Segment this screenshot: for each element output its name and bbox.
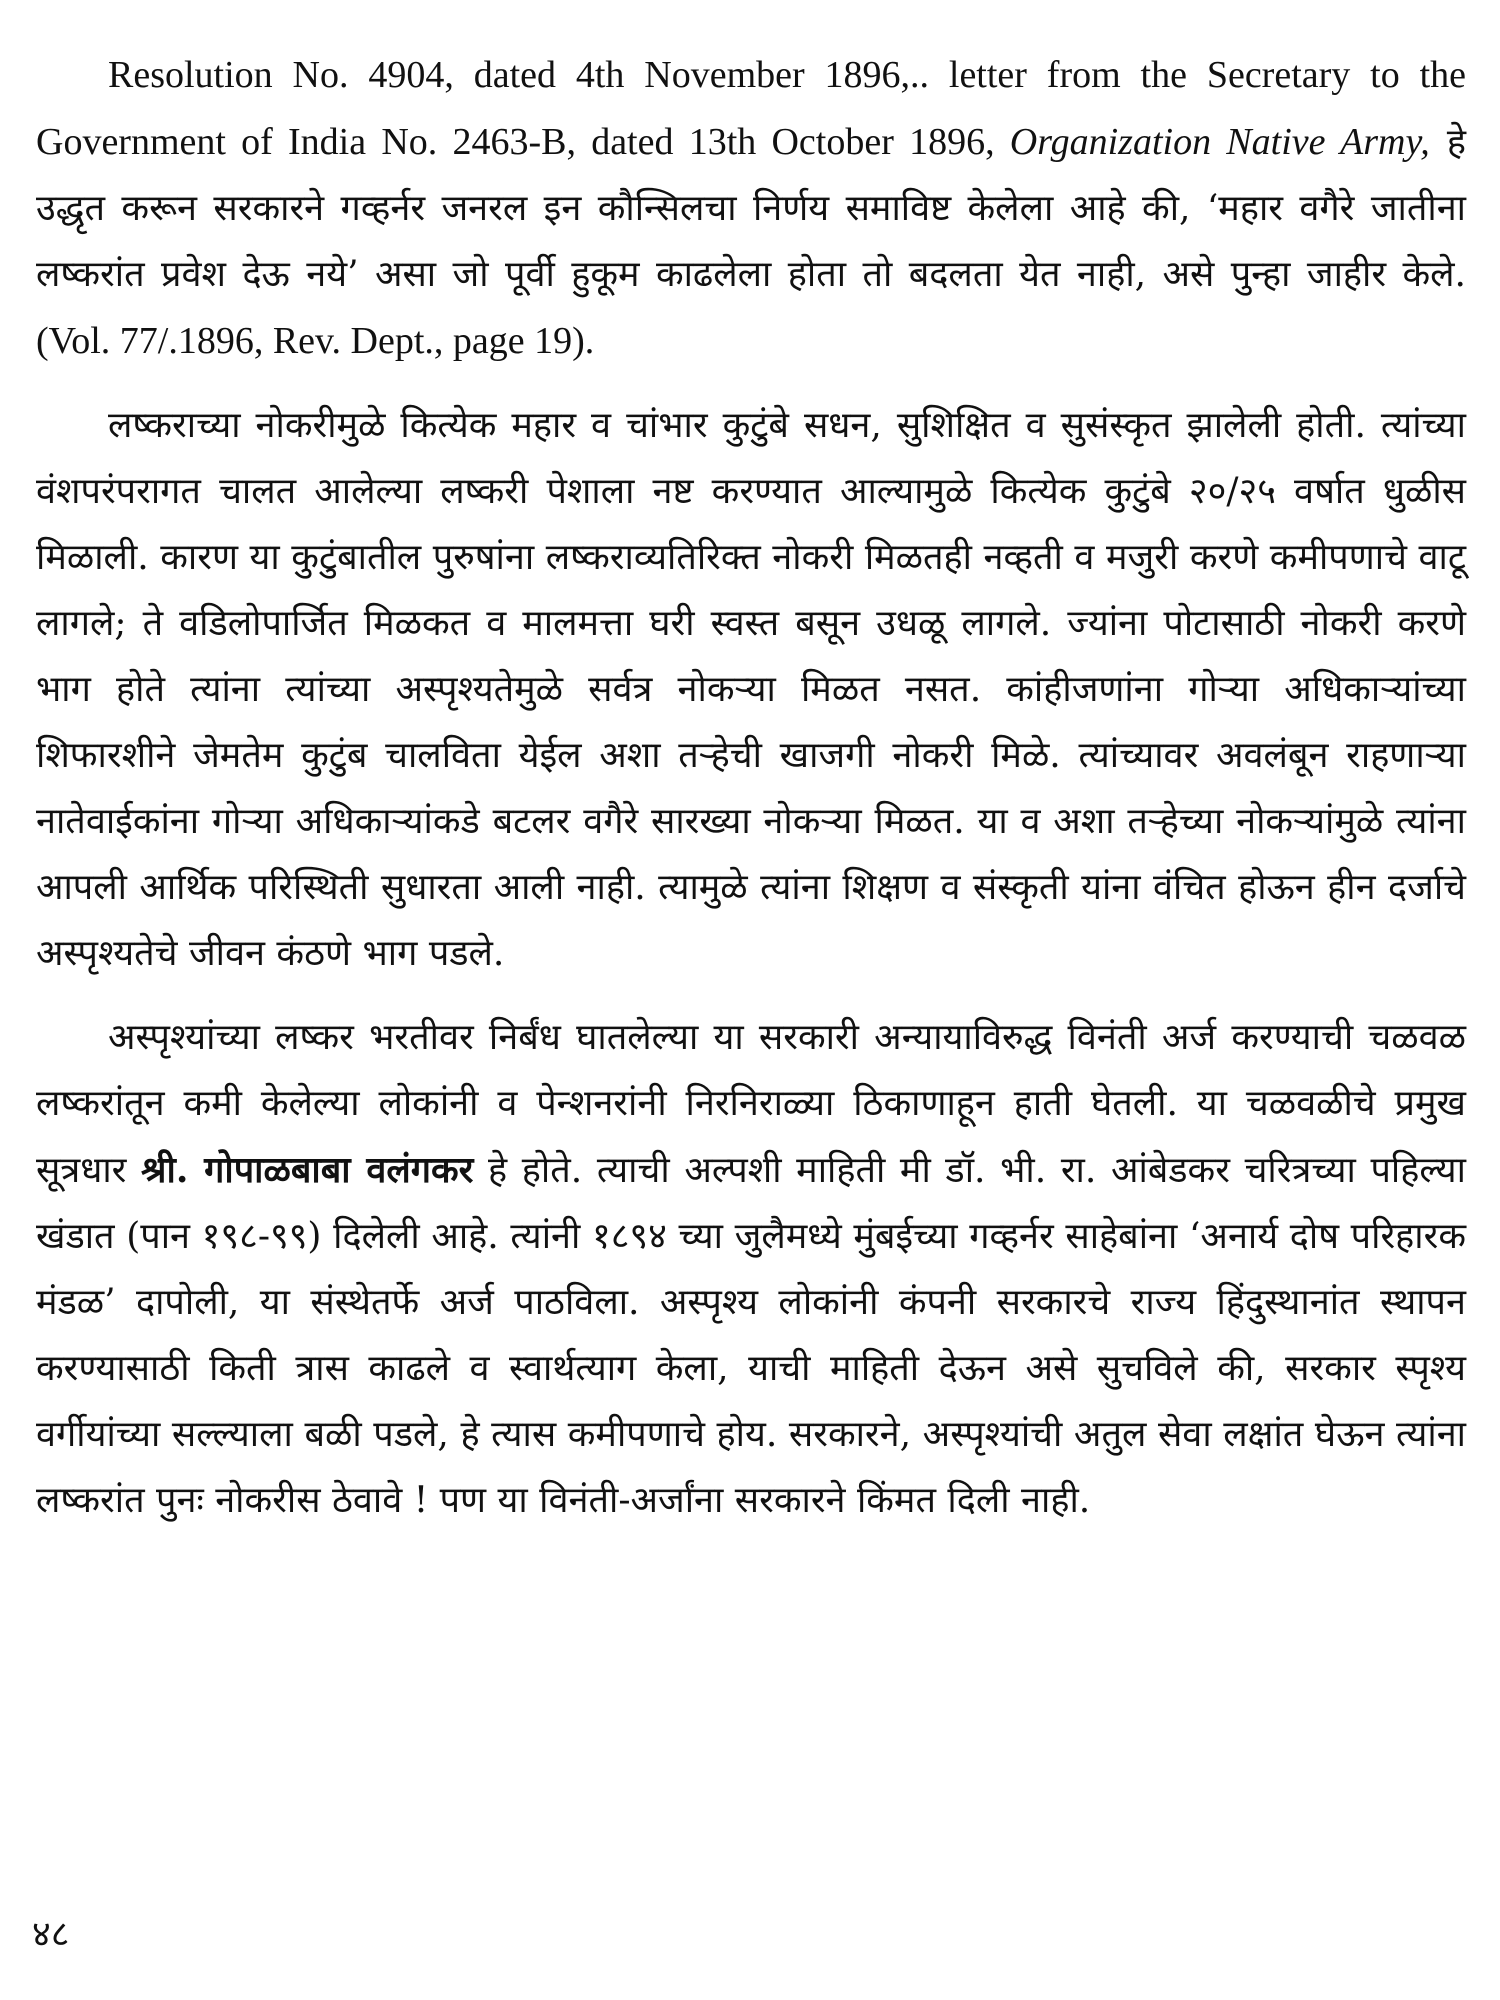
petition-text-rest: हे होते. त्याची अल्पशी माहिती मी डॉ. भी. रा. आंबेडकर चरित्रच्या पहिल्या खंडात (पान १९८-९९) दिलेली आहे. त्यांनी १८९४ च्या जुलैमध्ये मुंबईच्या गव्हर्नर साहेबांना ‘अनार्य दोष परिहारक मंडळ’ दापोली, या संस्थेतर्फे अर्ज पाठविला. अस्पृश्य लोकांनी कंपनी सरकारचे राज्य हिंदुस्थानांत स्थापन करण्यासाठी किती त्रास काढले व स्वार्थत्याग केला, याची माहिती देऊन असे सुचविले की, सरकार स्पृश्य वर्गीयांच्या सल्ल्याला बळी पडले, हे त्यास कमीपणाचे होय. सरकारने, अस्पृश्यांची अतुल सेवा लक्षांत घेऊन त्यांना लष्करांत पुनः नोकरीस ठेवावे ! पण या विनंती-अर्जांना सरकारने किंमत दिली नाही. bbox=[36, 1150, 1466, 1521]
organization-native-army-title: Organization Native Army, bbox=[1009, 121, 1430, 163]
resolution-marathi-text: हे उद्धृत करून सरकारने गव्हर्नर जनरल इन कौन्सिलचा निर्णय समाविष्ट केलेला आहे की, ‘महार वगैरे जातीना लष्करांत प्रवेश देऊ नये’ असा जो पूर्वी हुकूम काढलेला होता तो बदलता येत नाही, असे पुन्हा जाहीर केले. bbox=[36, 122, 1467, 295]
paragraph-resolution bbox=[36, 42, 1466, 375]
petition-text-intro: अस्पृश्यांच्या लष्कर भरतीवर निर्बंध घातलेल्या या सरकारी अन्यायाविरुद्ध विनंती अर्ज करण्याची चळवळ लष्करांतून कमी केलेल्या लोकांनी व पेन्शनरांनी निरनिराळ्या ठिकाणाहून हाती घेतली. या चळवळीचे प्रमुख सूत्रधार bbox=[36, 1017, 1466, 1191]
volume-reference: (Vol. 77/.1896, Rev. Dept., page 19). bbox=[36, 320, 595, 362]
resolution-citation: Resolution No. 4904, dated 4th November 1896,.. letter from the Secretary to the Government of India No. 2463-B, dated 13th October 1896, bbox=[36, 54, 1466, 163]
page-number: ४८ bbox=[32, 1914, 70, 1955]
paragraph-army-service: लष्कराच्या नोकरीमुळे कित्येक महार व चांभार कुटुंबे सधन, सुशिक्षित व सुसंस्कृत झालेली होती. त्यांच्या वंशपरंपरागत चालत आलेल्या लष्करी पेशाला नष्ट करण्यात आल्यामुळे कित्येक कुटुंबे २०/२५ वर्षात धुळीस मिळाली. कारण या कुटुंबातील पुरुषांना लष्कराव्यतिरिक्त नोकरी मिळतही नव्हती व मजुरी करणे कमीपणाचे वाटू लागले; ते वडिलोपार्जित मिळकत व मालमत्ता घरी स्वस्त बसून उधळू लागले. ज्यांना पोटासाठी नोकरी करणे भाग होते त्यांना त्यांच्या अस्पृश्यतेमुळे सर्वत्र नोकऱ्या मिळत नसत. कांहीजणांना गोऱ्या अधिकाऱ्यांच्या शिफारशीने जेमतेम कुटुंब चालविता येईल अशा तऱ्हेची खाजगी नोकरी मिळे. त्यांच्यावर अवलंबून राहणाऱ्या नातेवाईकांना गोऱ्या अधिकाऱ्यांकडे बटलर वगैरे सारख्या नोकऱ्या मिळत. या व अशा तऱ्हेच्या नोकऱ्यांमुळे त्यांना आपली आर्थिक परिस्थिती सुधारता आली नाही. त्यामुळे त्यांना शिक्षण व संस्कृती यांना वंचित होऊन हीन दर्जाचे अस्पृश्यतेचे जीवन कंठणे भाग पडले. bbox=[36, 405, 1467, 974]
gopalbaba-walangkar-name: श्री. गोपाळबाबा वलंगकर bbox=[141, 1149, 474, 1191]
paragraph-petition-movement bbox=[36, 1005, 1466, 1534]
body-text bbox=[36, 42, 1466, 1552]
